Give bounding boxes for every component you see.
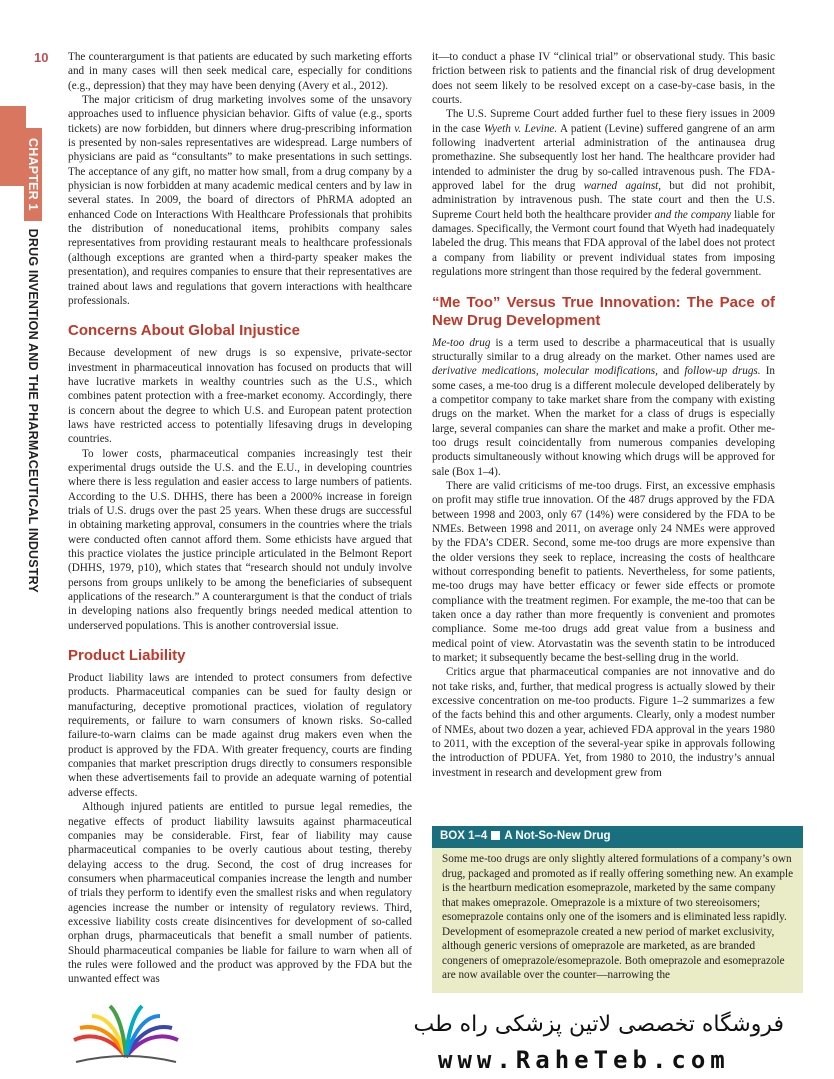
case-name: Wyeth v. Levine.	[483, 122, 558, 135]
paragraph: Because development of new drugs is so expensive, private-sector investment in pharmaceutical innovation has focused on products that will have lucrative markets in wealthy countries such as the U.S., which combines patent protection with a free-market economy. Accordingly, there is concern about the degree to which U.S. and European patent protection laws have restricted access to potentially lifesaving drugs in developing countries.	[68, 347, 412, 446]
paragraph: There are valid criticisms of me-too drugs. First, an excessive emphasis on profit may stifle true innovation. Of the 487 drugs approved by the FDA between 1998 and 2003, only 67 (14%) were considered by the FDA to be NMEs. Between 1998 and 2011, on average only 24 NMEs were approved by the FDA’s CDER. Second, some me-too drugs are more expensive than the older versions they seek to replace, increasing the costs of healthcare without corresponding benefit to patients. Nevertheless, for some patients, me-too drugs may have better efficacy or fewer side effects or promote compliance with the treatment regimen. For example, the me-too that can be taken once a day rather than more frequently is convenient and promotes compliance. Some me-too drugs add great value from a business and medical point of view. Atorvastatin was the seventh statin to be introduced to market; it subsequently became the best-selling drug in the world.	[432, 479, 775, 665]
book-logo-icon	[66, 1002, 186, 1072]
box-title: A Not-So-New Drug	[504, 830, 611, 842]
paragraph: Product liability laws are intended to protect consumers from defective products. Pharmaceutical companies can be sued for faulty design or manufacturing, deceptive promotional practices, violation of regulatory requirements, or failure to warn consumers of known risks. So-called failure-to-warn claims can be made against drug makers even when the product is approved by the FDA. With greater frequency, courts are finding companies that market prescription drugs directly to consumers responsible when these advertisements fail to provide an adequate warning of potential adverse effects.	[68, 672, 412, 799]
paragraph: The U.S. Supreme Court added further fuel to these fiery issues in 2009 in the case Wyeth v. Levine. A patient (Levine) suffered gangrene of an arm following inadvertent arterial administration of the antinausea drug promethazine. She subsequently lost her hand. The healthcare provider had intended to administer the drug by so-called intravenous push. The FDA-approved label for the drug warned against, but did not prohibit, administration by intravenous push. The state court and then the U.S. Supreme Court held both the healthcare provider and the company liable for damages. Specifically, the Vermont court found that Wyeth had inadequately labeled the drug. This means that FDA approval of the label does not protect a company from liability or prevent individual states from imposing regulations more stringent than those required by the federal government.	[432, 108, 776, 279]
paragraph: The counterargument is that patients are educated by such marketing efforts and in many cases will then seek medical care, especially for conditions (e.g., depression) that they may have been denying (Avery et al., 2012).	[68, 51, 412, 92]
paragraph: it—to conduct a phase IV “clinical trial” or observational study. This basic friction between risk to patients and the financial risk of drug development does not seem likely to be resolved except on a case-by-case basis, in the courts.	[432, 51, 775, 107]
paragraph: Me-too drug is a term used to describe a pharmaceutical that is usually structurally similar to a drug already on the market. Other names used are derivative medications, molecular modifications, and follow-up drugs. In some cases, a me-too drug is a different molecule developed deliberately by a competitor company to take market share from the company with existing drugs on the market. When the market for a class of drugs is especially large, several companies can share the market and make a profit. Other me-too drugs result coincidentally from numerous companies developing products simultaneously without knowing which drugs will be approved for sale (Box 1–4).	[432, 336, 776, 478]
paragraph: Critics argue that pharmaceutical companies are not innovative and do not take risks, and, further, that medical progress is actually slowed by their excessive concentration on me-too products. Figure 1–2 summarizes a few of the facts behind this and other arguments. Clearly, only a modest number of NMEs, about two dozen a year, achieved FDA approval in the years 1980 to 2011, with the exception of the several-year spike in approvals following the introduction of PDUFA. Yet, from 1980 to 2010, the industry’s annual investment in research and development grew from	[432, 666, 775, 779]
section-heading: Product Liability	[68, 647, 186, 665]
section-heading: Concerns About Global Injustice	[68, 322, 300, 340]
chapter-side-label	[26, 128, 40, 593]
chapter-tab	[0, 106, 26, 186]
box-header	[432, 826, 803, 848]
square-icon	[491, 831, 500, 840]
chapter-title: DRUG INVENTION AND THE PHARMACEUTICAL INDUSTRY	[26, 228, 40, 593]
term: Me-too drug	[432, 336, 491, 349]
paragraph: The major criticism of drug marketing involves some of the unsavory approaches used to influence physician behavior. Gifts of value (e.g., sports tickets) are now forbidden, but dinners where drug-prescribing information is presented by non-sales representatives are widespread. Large numbers of physicians are paid as “consultants” to make presentations in such settings. The acceptance of any gift, no matter how small, from a drug company by a physician is now forbidden at many academic medical centers and by law in several states. In 2009, the board of directors of PhRMA adopted an enhanced Code on Interactions With Healthcare Professionals that prohibits the distribution of noneducational items, prohibits company sales representatives from providing restaurant meals to healthcare professionals (although exceptions are granted when a third-party speaker makes the presentation), and requires companies to ensure that their representatives are trained about laws and regulations that govern interactions with healthcare professionals.	[68, 94, 412, 307]
paragraph: Although injured patients are entitled to pursue legal remedies, the negative effects of product liability lawsuits against pharmaceutical companies may be considerable. First, fear of liability may cause pharmaceutical companies to be overly cautious about testing, thereby delaying access to the drug. Second, the cost of drug increases for consumers when pharmaceutical companies increase the length and number of trials they perform to identify even the smallest risks and when regulatory agencies increase the number or intensity of regulatory reviews. Third, excessive liability costs create disincentives for development of so-called orphan drugs, pharmaceuticals that benefit a small number of patients. Should pharmaceutical companies be liable for failure to warn when all of the rules were followed and the product was approved by the FDA but the unwanted effect was	[68, 801, 412, 986]
paragraph: To lower costs, pharmaceutical companies increasingly test their experimental drugs outside the U.S. and the E.U., in developing countries where there is less regulation and easier access to large numbers of patients. According to the U.S. DHHS, there has been a 2000% increase in foreign trials of U.S. drugs over the past 25 years. When these drugs are successful in obtaining marketing approval, consumers in the countries where the trials were conducted often cannot afford them. Some ethicists have argued that this practice violates the justice principle articulated in the Belmont Report (DHHS, 1979, p10), which states that “research should not unduly involve persons from groups unlikely to be among the beneficiaries of subsequent applications of the research.” A counterargument is that the conduct of trials in developing nations also frequently brings needed medical attention to underserved populations. This is another controversial issue.	[68, 447, 412, 632]
right-column	[432, 50, 775, 780]
box-label: BOX 1–4	[440, 830, 488, 842]
section-heading: “Me Too” Versus True Innovation: The Pace of New Drug Development	[432, 293, 775, 329]
box-1-4	[432, 826, 803, 994]
box-body: Some me-too drugs are only slightly altered formulations of a company’s own drug, packaged and promoted as if really offering something new. An example is the heartburn medication esomeprazole, marketed by the same company that makes omeprazole. Omeprazole is a mixture of two stereoisomers; esomeprazole contains only one of the isomers and is eliminated less rapidly. Development of esomeprazole created a new period of market exclusivity, although generic versions of omeprazole are marketed, as are branded congeners of omeprazole/esomeprazole. Both omeprazole and esomeprazole are now available over the counter—narrowing the	[432, 848, 803, 994]
page-number: 10	[34, 50, 49, 65]
store-name: فروشگاه تخصصی لاتین پزشکی راه طب	[413, 1012, 784, 1037]
left-column	[68, 50, 412, 987]
chapter-label: CHAPTER 1	[24, 128, 42, 221]
store-url: www.RaheTeb.com	[438, 1046, 730, 1074]
